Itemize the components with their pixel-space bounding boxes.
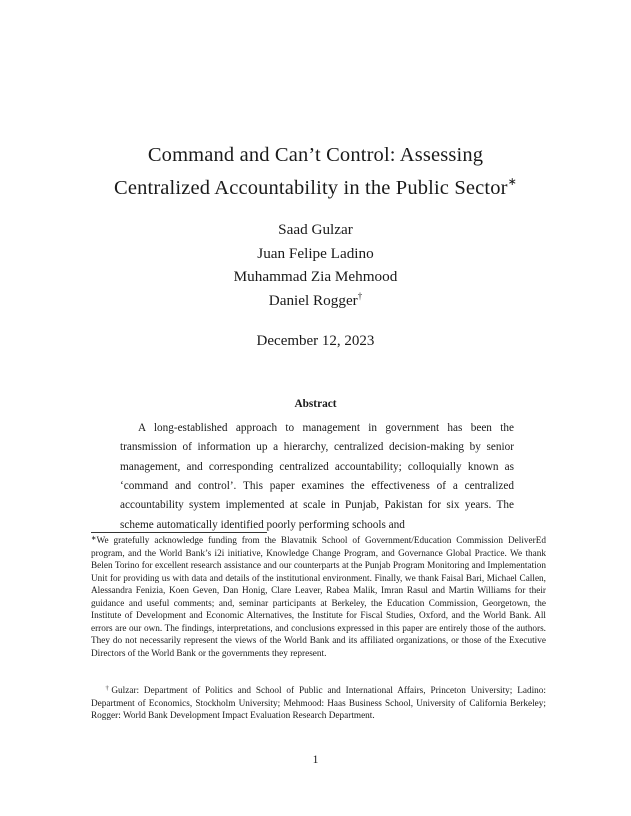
- author: [60, 218, 571, 242]
- footnote-text: We gratefully acknowledge funding from the Blavatnik School of Government/Education Commission DeliverEd program, and the World Bank’s i2i initiative, Knowledge Change Program, and Governance Global Practice. We thank Belen Torino for excellent research assistance and our counterparts at the Punjab Program Monitoring and Implementation Unit for providing us with data and details of the institutional environment. Finally, we thank Faisal Bari, Michael Callen, Alessandra Fenizia, Koen Geven, Dan Honig, Clare Leaver, Rabea Malik, Imran Rasul and Martin Williams for their guidance and useful comments; and, seminar participants at Berkeley, the Education Commission, Georgetown, the Institute of Development and Economic Alternatives, the Institute for Fiscal Studies, Oxford, and the World Bank. All errors are our own. The findings, interpretations, and conclusions expressed in this paper are entirely those of the authors. They do not necessarily represent the views of the World Bank and its affiliated organizations, or those of the Executive Directors of the World Bank or the governments they represent.: [91, 536, 546, 659]
- paper-title: [60, 139, 571, 204]
- footnote-mark: †: [103, 685, 112, 692]
- title-line-1: Command and Can’t Control: Assessing: [147, 144, 484, 166]
- footnote-affiliations: [91, 685, 546, 723]
- author: [60, 265, 571, 289]
- author-name: Muhammad Zia Mehmood: [233, 268, 398, 285]
- footnote-text: Gulzar: Department of Politics and School of Public and International Affairs, Princeton University; Ladino: Department of Economics, Stockholm University; Mehmood: Haas Business School, University of California Berkeley; Rogger: World Bank Development Impact Evaluation Research Department.: [91, 686, 547, 722]
- author-name: Juan Felipe Ladino: [257, 244, 374, 262]
- footnote-mark: ∗: [91, 535, 97, 542]
- abstract-text: A long-established approach to management in government has been the transmission of information up a hierarchy, centralized decision-making by senior management, and corresponding centralized accountability; colloquially known as ‘command and control’. This paper examines the effectiveness of a centralized accountability system implemented at scale in Punjab, Pakistan for six years. The scheme automatically identified poorly performing schools and: [120, 422, 514, 531]
- author-footnote-mark: †: [357, 290, 363, 301]
- author-list: [60, 218, 571, 312]
- footnote-rule: [91, 532, 267, 533]
- abstract-heading: Abstract: [294, 398, 337, 410]
- author: [60, 289, 571, 313]
- author-name: Saad Gulzar: [278, 221, 353, 238]
- page-number: 1: [312, 754, 319, 766]
- title-footnote-mark: ∗: [507, 175, 517, 188]
- paper-date: December 12, 2023: [256, 333, 375, 349]
- title-line-2: Centralized Accountability in the Public Sector: [114, 176, 508, 199]
- author-name: Daniel Rogger: [268, 291, 358, 309]
- author: [60, 242, 571, 266]
- footnote-acknowledgements: [91, 535, 546, 660]
